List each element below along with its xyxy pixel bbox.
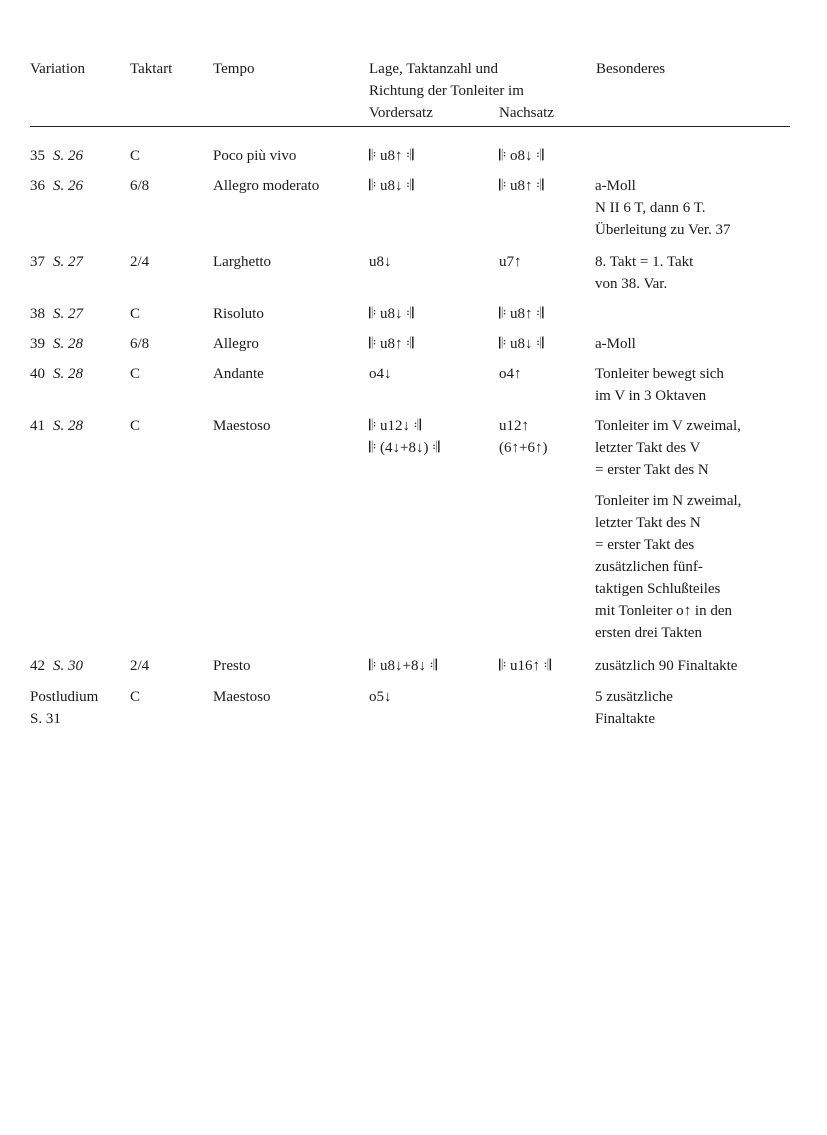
- variation-number: 40: [30, 366, 45, 382]
- variation-number: 42: [30, 658, 45, 674]
- variation-page: S. 28: [53, 366, 83, 382]
- nachsatz-cell: o4↑: [499, 366, 522, 382]
- taktart-cell: C: [130, 306, 141, 322]
- taktart-cell: C: [130, 418, 141, 434]
- variation-cell: [30, 655, 130, 677]
- variation-number: 36: [30, 178, 45, 194]
- vordersatz-cell: o5↓: [369, 689, 392, 705]
- tempo-cell: Allegro: [213, 336, 259, 352]
- vordersatz-cell: o4↓: [369, 366, 392, 382]
- variation-cell: [30, 333, 130, 355]
- variation-number: 39: [30, 336, 45, 352]
- nachsatz-cell: 𝄆 u16↑ 𝄇: [499, 658, 552, 674]
- vordersatz-cell: u8↓: [369, 254, 392, 270]
- taktart-cell: 6/8: [130, 178, 150, 194]
- header-lage: Lage, Taktanzahl und Richtung der Tonleiter im: [369, 61, 524, 99]
- variation-page: S. 28: [53, 418, 83, 434]
- besonderes-cell: zusätzlich 90 Finaltakte: [595, 658, 738, 674]
- tempo-cell: Allegro moderato: [213, 178, 320, 194]
- header-variation: Variation: [30, 61, 85, 77]
- variation-page: S. 27: [53, 254, 83, 270]
- variation-number: 41: [30, 418, 45, 434]
- besonderes-cell: a-Moll N II 6 T, dann 6 T. Überleitung zu Ver. 37: [595, 178, 731, 238]
- variation-cell: [30, 363, 130, 385]
- tempo-cell: Andante: [213, 366, 264, 382]
- tempo-cell: Maestoso: [213, 689, 271, 705]
- header-besonderes: Besonderes: [596, 61, 666, 77]
- header-taktart: Taktart: [130, 61, 173, 77]
- besonderes-cell: a-Moll: [595, 336, 636, 352]
- variation-cell: [30, 303, 130, 325]
- vordersatz-cell: 𝄆 u8↓ 𝄇: [369, 178, 414, 194]
- taktart-cell: C: [130, 148, 141, 164]
- nachsatz-cell: 𝄆 u8↑ 𝄇: [499, 178, 544, 194]
- header-rule: [30, 126, 790, 127]
- vordersatz-cell: 𝄆 u8↑ 𝄇: [369, 148, 414, 164]
- header-vordersatz: Vordersatz: [369, 105, 433, 121]
- besonderes-cell: Tonleiter bewegt sich im V in 3 Oktaven: [595, 366, 724, 404]
- taktart-cell: C: [130, 366, 141, 382]
- tempo-cell: Larghetto: [213, 254, 272, 270]
- variation-page: S. 27: [53, 306, 83, 322]
- variation-page: S. 26: [53, 148, 83, 164]
- nachsatz-cell: 𝄆 u8↓ 𝄇: [499, 336, 544, 352]
- besonderes-cell: Tonleiter im V zweimal, letzter Takt des V = erster Takt des N: [595, 418, 741, 478]
- tempo-cell: Maestoso: [213, 418, 271, 434]
- header-nachsatz: Nachsatz: [499, 105, 554, 121]
- nachsatz-cell: 𝄆 u8↑ 𝄇: [499, 306, 544, 322]
- variation-number: 35: [30, 148, 45, 164]
- vordersatz-cell: 𝄆 u8↓+8↓ 𝄇: [369, 658, 438, 674]
- variation-number: 38: [30, 306, 45, 322]
- vordersatz-cell: 𝄆 u12↓ 𝄇 𝄆 (4↓+8↓) 𝄇: [369, 418, 440, 456]
- variation-page: S. 30: [53, 658, 83, 674]
- nachsatz-cell: u7↑: [499, 254, 522, 270]
- taktart-cell: C: [130, 689, 141, 705]
- vordersatz-cell: 𝄆 u8↓ 𝄇: [369, 306, 414, 322]
- tempo-cell: Presto: [213, 658, 251, 674]
- besonderes-cell: 5 zusätzliche Finaltakte: [595, 689, 673, 727]
- vordersatz-cell: 𝄆 u8↑ 𝄇: [369, 336, 414, 352]
- variation-page: S. 28: [53, 336, 83, 352]
- variation-cell: [30, 415, 130, 437]
- header-tempo: Tempo: [213, 61, 255, 77]
- taktart-cell: 2/4: [130, 658, 150, 674]
- variation-cell: Postludium S. 31: [30, 689, 99, 727]
- taktart-cell: 6/8: [130, 336, 150, 352]
- tempo-cell: Risoluto: [213, 306, 264, 322]
- taktart-cell: 2/4: [130, 254, 150, 270]
- nachsatz-cell: u12↑ (6↑+6↑): [499, 418, 548, 456]
- variation-page: S. 26: [53, 178, 83, 194]
- table-header: [0, 58, 827, 128]
- tempo-cell: Poco più vivo: [213, 148, 297, 164]
- nachsatz-cell: 𝄆 o8↓ 𝄇: [499, 148, 544, 164]
- variation-number: 37: [30, 254, 45, 270]
- variation-cell: [30, 175, 130, 197]
- variation-cell: [30, 145, 130, 167]
- besonderes-cell: Tonleiter im N zweimal, letzter Takt des N = erster Takt des zusätzlichen fünf- taktigen Schlußteiles mit Tonleiter o↑ in den ersten drei Takten: [595, 493, 742, 641]
- variation-cell: [30, 251, 130, 273]
- besonderes-cell: 8. Takt = 1. Takt von 38. Var.: [595, 254, 694, 292]
